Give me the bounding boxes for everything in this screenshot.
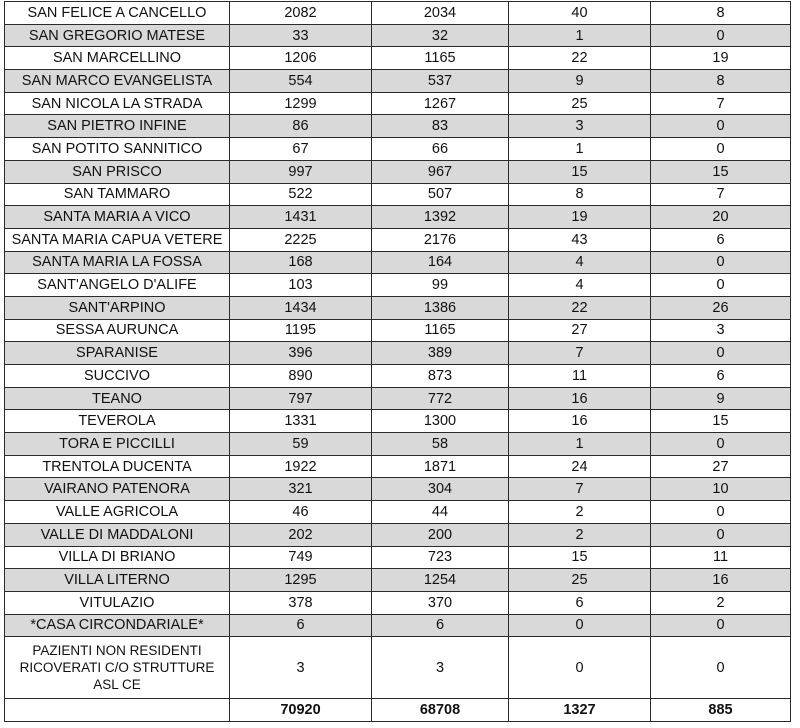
cell-municipality: SPARANISE	[5, 342, 230, 365]
cell-value-4: 0	[651, 24, 791, 47]
cell-value-2: 2176	[372, 228, 509, 251]
cell-value-1: 59	[230, 433, 372, 456]
total-cell-value-4: 885	[651, 699, 791, 722]
table-row	[5, 365, 791, 388]
cell-value-4: 15	[651, 160, 791, 183]
cell-value-3: 1	[509, 24, 651, 47]
cell-value-2: 2034	[372, 2, 509, 25]
cell-municipality: SUCCIVO	[5, 365, 230, 388]
table-row	[5, 546, 791, 569]
cell-value-2: 164	[372, 251, 509, 274]
cell-value-4: 19	[651, 47, 791, 70]
cell-value-1: 86	[230, 115, 372, 138]
cell-value-2: 58	[372, 433, 509, 456]
cell-municipality: PAZIENTI NON RESIDENTI RICOVERATI C/O STRUTTURE ASL CE	[5, 637, 230, 699]
table-row	[5, 228, 791, 251]
cell-value-1: 797	[230, 387, 372, 410]
cell-value-2: 1392	[372, 206, 509, 229]
cell-value-1: 168	[230, 251, 372, 274]
cell-value-3: 6	[509, 591, 651, 614]
cell-value-3: 1	[509, 138, 651, 161]
cell-value-1: 749	[230, 546, 372, 569]
table-row	[5, 523, 791, 546]
cell-municipality: SANTA MARIA A VICO	[5, 206, 230, 229]
table-row	[5, 591, 791, 614]
cell-value-3: 2	[509, 523, 651, 546]
table-row	[5, 614, 791, 637]
cell-value-2: 3	[372, 637, 509, 699]
cell-value-3: 22	[509, 47, 651, 70]
cell-value-4: 11	[651, 546, 791, 569]
cell-value-4: 0	[651, 614, 791, 637]
cell-municipality: VILLA DI BRIANO	[5, 546, 230, 569]
total-label-cell	[5, 699, 230, 722]
total-cell-value-3: 1327	[509, 699, 651, 722]
cell-value-1: 1434	[230, 296, 372, 319]
cell-value-4: 15	[651, 410, 791, 433]
cell-value-1: 103	[230, 274, 372, 297]
cell-value-3: 9	[509, 70, 651, 93]
cell-value-1: 378	[230, 591, 372, 614]
table-row	[5, 637, 791, 699]
cell-value-4: 0	[651, 251, 791, 274]
cell-value-1: 46	[230, 501, 372, 524]
cell-municipality: VALLE AGRICOLA	[5, 501, 230, 524]
cell-value-2: 370	[372, 591, 509, 614]
table-row	[5, 455, 791, 478]
cell-value-4: 8	[651, 2, 791, 25]
cell-municipality: SANT'ARPINO	[5, 296, 230, 319]
cell-value-2: 304	[372, 478, 509, 501]
cell-municipality: SANTA MARIA CAPUA VETERE	[5, 228, 230, 251]
cell-value-3: 25	[509, 92, 651, 115]
table-row	[5, 296, 791, 319]
cell-value-1: 1195	[230, 319, 372, 342]
table-row	[5, 24, 791, 47]
cell-value-1: 202	[230, 523, 372, 546]
cell-value-3: 2	[509, 501, 651, 524]
cell-value-4: 6	[651, 228, 791, 251]
table-row	[5, 251, 791, 274]
cell-value-2: 99	[372, 274, 509, 297]
cell-value-4: 20	[651, 206, 791, 229]
cell-value-3: 43	[509, 228, 651, 251]
cell-value-4: 6	[651, 365, 791, 388]
cell-municipality: TORA E PICCILLI	[5, 433, 230, 456]
cell-value-4: 8	[651, 70, 791, 93]
cell-municipality: SAN POTITO SANNITICO	[5, 138, 230, 161]
cell-value-4: 27	[651, 455, 791, 478]
cell-municipality: *CASA CIRCONDARIALE*	[5, 614, 230, 637]
cell-municipality: VILLA LITERNO	[5, 569, 230, 592]
cell-value-3: 19	[509, 206, 651, 229]
cell-value-3: 40	[509, 2, 651, 25]
total-cell-value-2: 68708	[372, 699, 509, 722]
cell-value-4: 0	[651, 523, 791, 546]
cell-value-3: 22	[509, 296, 651, 319]
cell-value-4: 0	[651, 115, 791, 138]
cell-value-4: 0	[651, 637, 791, 699]
table-row	[5, 569, 791, 592]
cell-value-3: 27	[509, 319, 651, 342]
cell-value-1: 1295	[230, 569, 372, 592]
cell-value-3: 16	[509, 387, 651, 410]
table-row	[5, 206, 791, 229]
cell-value-3: 25	[509, 569, 651, 592]
cell-municipality: SAN MARCELLINO	[5, 47, 230, 70]
cell-value-3: 8	[509, 183, 651, 206]
total-row	[5, 699, 791, 722]
cell-value-3: 4	[509, 251, 651, 274]
table-row	[5, 2, 791, 25]
table-row	[5, 319, 791, 342]
cell-value-2: 6	[372, 614, 509, 637]
cell-value-2: 32	[372, 24, 509, 47]
cell-municipality: SAN PIETRO INFINE	[5, 115, 230, 138]
cell-value-3: 0	[509, 637, 651, 699]
table-row	[5, 160, 791, 183]
cell-value-2: 1871	[372, 455, 509, 478]
cell-municipality: SAN PRISCO	[5, 160, 230, 183]
cell-value-3: 0	[509, 614, 651, 637]
cell-value-3: 3	[509, 115, 651, 138]
cell-value-2: 723	[372, 546, 509, 569]
cell-municipality: VALLE DI MADDALONI	[5, 523, 230, 546]
cell-value-1: 2082	[230, 2, 372, 25]
cell-value-4: 2	[651, 591, 791, 614]
cell-value-1: 33	[230, 24, 372, 47]
cell-value-1: 1299	[230, 92, 372, 115]
cell-municipality: TEANO	[5, 387, 230, 410]
table-row	[5, 501, 791, 524]
table-row	[5, 274, 791, 297]
total-cell-value-1: 70920	[230, 699, 372, 722]
cell-value-2: 66	[372, 138, 509, 161]
municipality-table	[4, 1, 791, 722]
cell-value-3: 16	[509, 410, 651, 433]
cell-value-2: 1165	[372, 47, 509, 70]
table-row	[5, 47, 791, 70]
cell-value-1: 1206	[230, 47, 372, 70]
cell-municipality: SAN GREGORIO MATESE	[5, 24, 230, 47]
table-row	[5, 115, 791, 138]
cell-value-1: 997	[230, 160, 372, 183]
cell-value-4: 0	[651, 501, 791, 524]
cell-value-1: 522	[230, 183, 372, 206]
cell-value-2: 1300	[372, 410, 509, 433]
cell-value-1: 1922	[230, 455, 372, 478]
table-row	[5, 410, 791, 433]
cell-value-2: 967	[372, 160, 509, 183]
cell-municipality: SANT'ANGELO D'ALIFE	[5, 274, 230, 297]
cell-municipality: VITULAZIO	[5, 591, 230, 614]
cell-value-3: 15	[509, 546, 651, 569]
table-row	[5, 183, 791, 206]
table-row	[5, 387, 791, 410]
cell-value-3: 1	[509, 433, 651, 456]
cell-value-1: 6	[230, 614, 372, 637]
cell-value-1: 3	[230, 637, 372, 699]
cell-municipality: SAN NICOLA LA STRADA	[5, 92, 230, 115]
table-row	[5, 478, 791, 501]
cell-value-4: 0	[651, 433, 791, 456]
cell-value-1: 321	[230, 478, 372, 501]
table-row	[5, 342, 791, 365]
cell-value-4: 0	[651, 138, 791, 161]
cell-value-2: 873	[372, 365, 509, 388]
cell-value-2: 1254	[372, 569, 509, 592]
cell-value-2: 44	[372, 501, 509, 524]
cell-value-4: 7	[651, 183, 791, 206]
cell-value-3: 7	[509, 342, 651, 365]
cell-value-1: 2225	[230, 228, 372, 251]
cell-value-1: 1331	[230, 410, 372, 433]
cell-value-3: 11	[509, 365, 651, 388]
cell-municipality: SESSA AURUNCA	[5, 319, 230, 342]
cell-value-3: 4	[509, 274, 651, 297]
cell-value-2: 507	[372, 183, 509, 206]
cell-value-4: 3	[651, 319, 791, 342]
table-row	[5, 92, 791, 115]
cell-municipality: SAN TAMMARO	[5, 183, 230, 206]
cell-municipality: VAIRANO PATENORA	[5, 478, 230, 501]
cell-value-4: 7	[651, 92, 791, 115]
table-row	[5, 70, 791, 93]
cell-value-2: 1267	[372, 92, 509, 115]
table-body	[5, 2, 791, 722]
cell-municipality: SAN FELICE A CANCELLO	[5, 2, 230, 25]
cell-value-1: 396	[230, 342, 372, 365]
cell-value-2: 1386	[372, 296, 509, 319]
cell-value-2: 772	[372, 387, 509, 410]
cell-value-2: 537	[372, 70, 509, 93]
cell-value-3: 15	[509, 160, 651, 183]
cell-value-1: 554	[230, 70, 372, 93]
cell-municipality: SAN MARCO EVANGELISTA	[5, 70, 230, 93]
cell-value-2: 1165	[372, 319, 509, 342]
cell-value-2: 389	[372, 342, 509, 365]
cell-value-4: 26	[651, 296, 791, 319]
cell-municipality: TEVEROLA	[5, 410, 230, 433]
cell-municipality: SANTA MARIA LA FOSSA	[5, 251, 230, 274]
cell-value-4: 0	[651, 274, 791, 297]
cell-value-4: 16	[651, 569, 791, 592]
cell-value-1: 1431	[230, 206, 372, 229]
cell-value-4: 10	[651, 478, 791, 501]
cell-value-2: 83	[372, 115, 509, 138]
cell-value-3: 7	[509, 478, 651, 501]
cell-value-1: 890	[230, 365, 372, 388]
cell-value-2: 200	[372, 523, 509, 546]
cell-value-4: 0	[651, 342, 791, 365]
cell-value-1: 67	[230, 138, 372, 161]
cell-value-4: 9	[651, 387, 791, 410]
cell-value-3: 24	[509, 455, 651, 478]
table-row	[5, 433, 791, 456]
table-row	[5, 138, 791, 161]
cell-municipality: TRENTOLA DUCENTA	[5, 455, 230, 478]
